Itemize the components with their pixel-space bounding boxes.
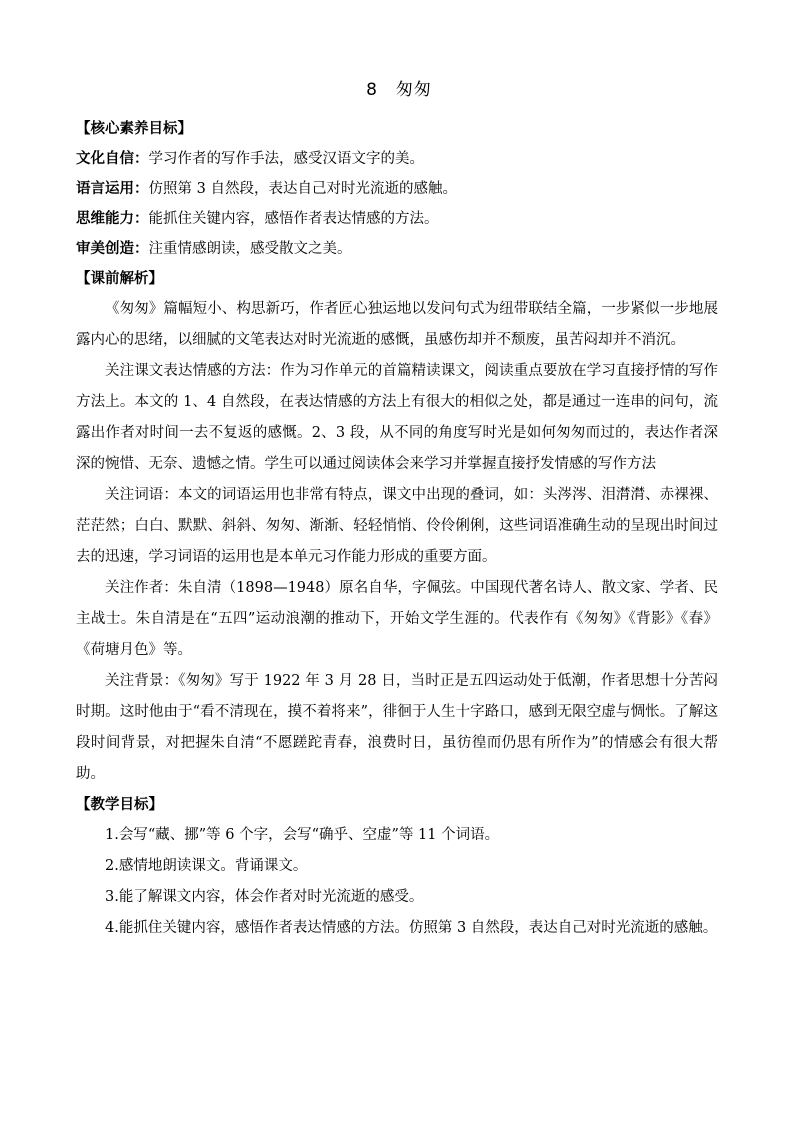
analysis-paragraph: 关注词语：本文的词语运用也非常有特点，课文中出现的叠词，如：头涔涔、泪潸潸、赤裸裸、茫茫然；白白、默默、斜斜、匆匆、渐渐、轻轻悄悄、伶伶俐俐，这些词语准确生动的呈现出时间过去的迅速，学习词语的运用也是本单元习作能力形成的重要方面。 xyxy=(76,487,718,565)
core-goal-item xyxy=(76,144,718,174)
core-goal-text: 仿照第 3 自然段，表达自己对时光流逝的感触。 xyxy=(148,181,457,197)
core-goal-item xyxy=(76,174,718,204)
core-goal-label: 语言运用： xyxy=(76,181,149,197)
core-goal-label: 文化自信： xyxy=(76,151,149,167)
teaching-goal-item: 3.能了解课文内容，体会作者对时光流逝的感受。 xyxy=(105,889,424,905)
core-goal-item xyxy=(76,234,718,264)
analysis-paragraph: 关注背景：《匆匆》写于 1922 年 3 月 28 日，当时正是五四运动处于低潮，作者思想十分苦闷时期。这时他由于“看不清现在，摸不着将来”，徘徊于人生十字路口，感到无限空虚与惆怅。了解这段时间背景，对把握朱自清“不愿蹉跎青春，浪费时日，虽彷徨而仍思有所作为”的情感会有很大帮助。 xyxy=(76,673,718,782)
core-goal-label: 思维能力： xyxy=(76,211,149,227)
analysis-paragraph: 关注作者：朱自清（1898—1948）原名自华，字佩弦。中国现代著名诗人、散文家、学者、民主战士。朱自清是在“五四”运动浪潮的推动下，开始文学生涯的。代表作有《匆匆》《背影》《春》《荷塘月色》等。 xyxy=(76,580,718,658)
teaching-goal-item: 1.会写“藏、挪”等 6 个字，会写“确乎、空虚”等 11 个词语。 xyxy=(105,827,500,843)
teaching-goal-item: 4.能抓住关键内容，感悟作者表达情感的方法。仿照第 3 自然段，表达自己对时光流逝的感触。 xyxy=(105,920,718,936)
core-goal-item xyxy=(76,204,718,234)
core-goal-label: 审美创造： xyxy=(76,241,149,257)
core-goals-heading: 【核心素养目标】 xyxy=(76,121,192,137)
core-goal-text: 能抓住关键内容，感悟作者表达情感的方法。 xyxy=(148,211,439,227)
teaching-goal-item: 2.感情地朗读课文。背诵课文。 xyxy=(105,858,308,874)
pre-analysis-heading: 【课前解析】 xyxy=(76,271,163,287)
analysis-paragraph: 《匆匆》篇幅短小、构思新巧，作者匠心独运地以发问句式为纽带联结全篇，一步紧似一步地展露内心的思绪，以细腻的文笔表达对时光流逝的感慨，虽感伤却并不颓废，虽苦闷却并不消沉。 xyxy=(76,301,718,348)
core-goal-text: 注重情感朗读，感受散文之美。 xyxy=(148,241,352,257)
core-goal-text: 学习作者的写作手法，感受汉语文字的美。 xyxy=(148,151,424,167)
document-page xyxy=(76,80,718,944)
analysis-paragraph: 关注课文表达情感的方法：作为习作单元的首篇精读课文，阅读重点要放在学习直接抒情的写作方法上。本文的 1、4 自然段，在表达情感的方法上有很大的相似之处，都是通过一连串的问句，流露出作者对时间一去不复返的感慨。2、3 段，从不同的角度写时光是如何匆匆而过的，表达作者深深的惋惜、无奈、遗憾之情。学生可以通过阅读体会来学习并掌握直接抒发情感的写作方法 xyxy=(76,363,718,472)
teaching-goals-heading: 【教学目标】 xyxy=(76,797,163,813)
page-title: 8 匆匆 xyxy=(366,80,432,100)
